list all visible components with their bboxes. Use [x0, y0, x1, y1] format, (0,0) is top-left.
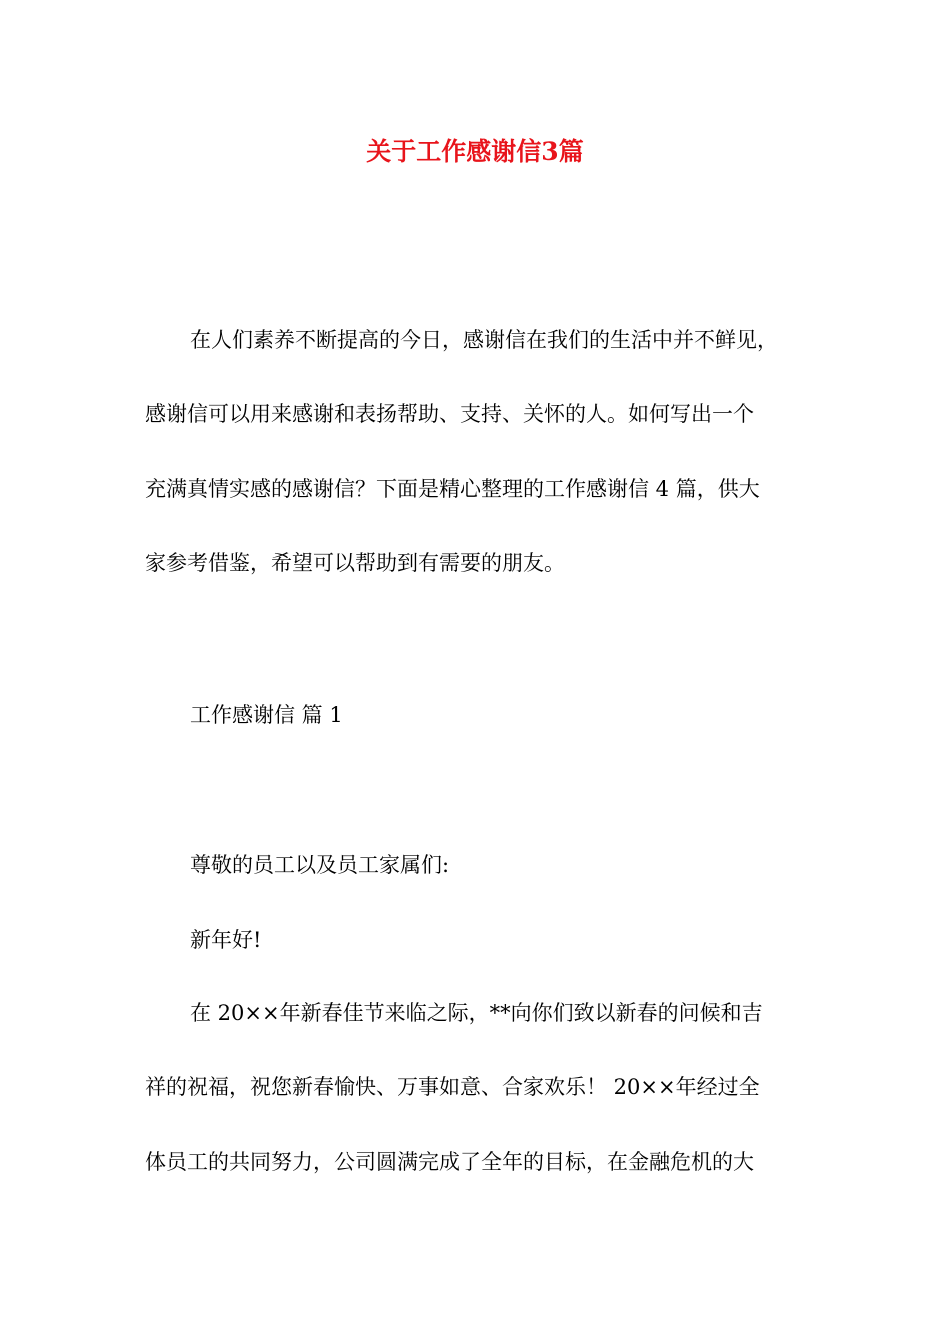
intro-line: 充满真情实感的感谢信？下面是精心整理的工作感谢信 4 篇，供大 — [145, 477, 760, 501]
section-heading: 工作感谢信 篇 1 — [190, 703, 343, 727]
body-line: 祥的祝福，祝您新春愉快、万事如意、合家欢乐！ 20××年经过全 — [145, 1075, 760, 1099]
intro-line: 家参考借鉴，希望可以帮助到有需要的朋友。 — [145, 551, 565, 575]
page-title: 关于工作感谢信3篇 — [366, 137, 584, 166]
intro-line: 在人们素养不断提高的今日，感谢信在我们的生活中并不鲜见， — [190, 328, 778, 352]
salutation: 尊敬的员工以及员工家属们: — [190, 853, 450, 877]
intro-line: 感谢信可以用来感谢和表扬帮助、支持、关怀的人。如何写出一个 — [145, 402, 754, 426]
body-line: 在 20××年新春佳节来临之际，**向你们致以新春的问候和吉 — [190, 1001, 763, 1025]
body-line: 体员工的共同努力，公司圆满完成了全年的目标，在金融危机的大 — [145, 1150, 754, 1174]
greeting: 新年好! — [190, 928, 262, 952]
